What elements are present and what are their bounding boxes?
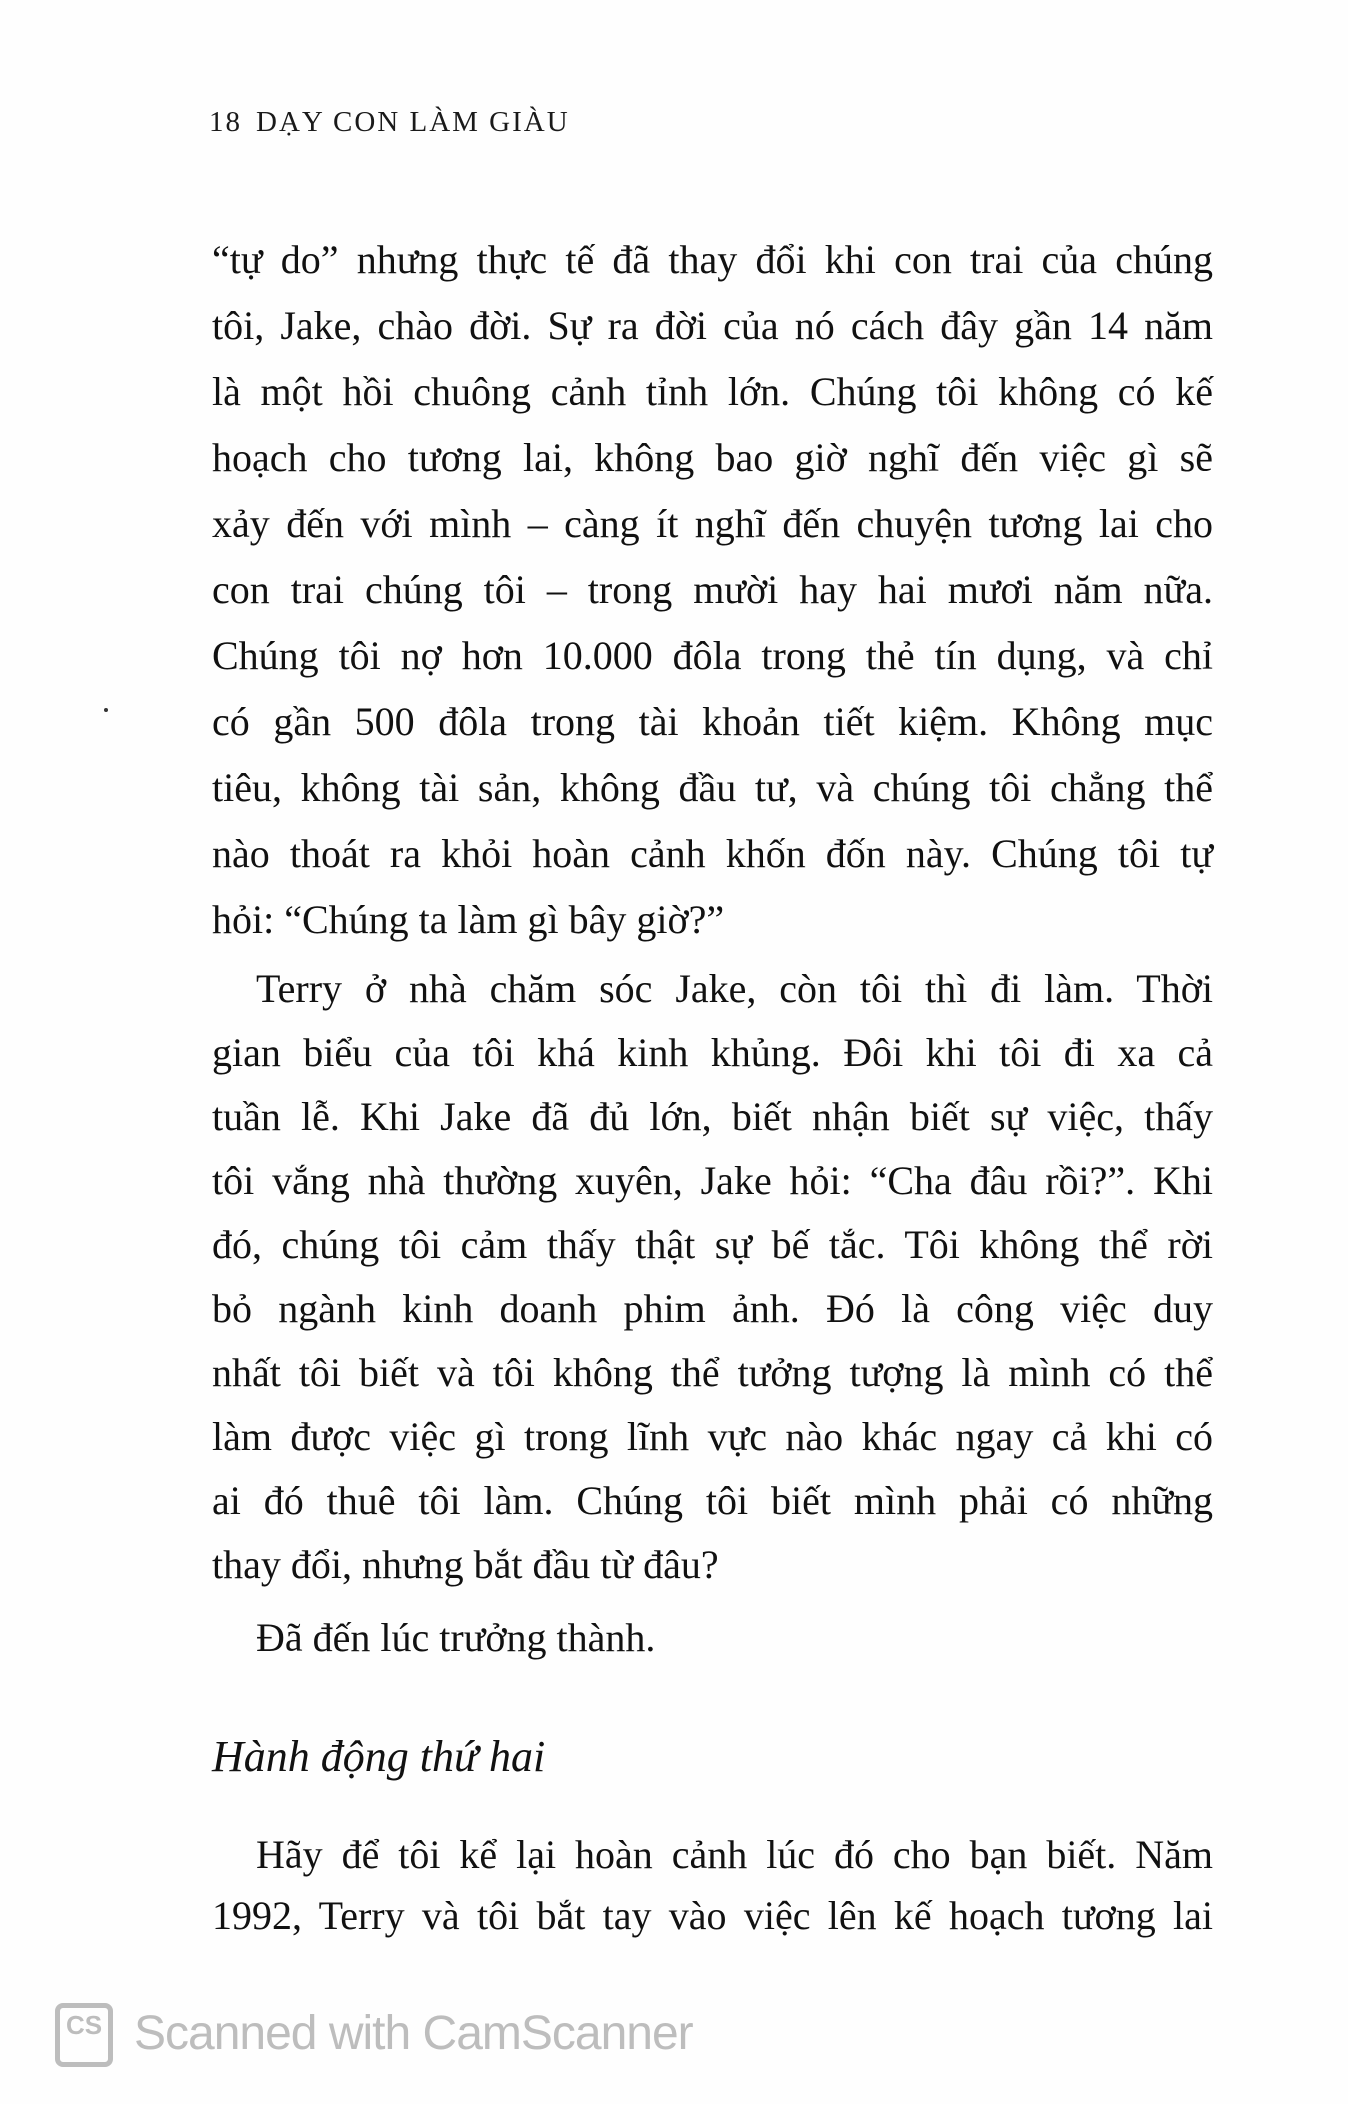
text-line: tôi, Jake, chào đời. Sự ra đời của nó cách đây gần 14 năm bbox=[212, 303, 1213, 348]
camscanner-logo-icon: CS bbox=[55, 2003, 113, 2067]
text-line: Đã đến lúc trưởng thành. bbox=[256, 1615, 656, 1660]
running-header bbox=[209, 106, 570, 139]
text-line: hỏi: “Chúng ta làm gì bây giờ?” bbox=[212, 897, 725, 942]
scan-speck bbox=[104, 708, 108, 712]
text-line: làm được việc gì trong lĩnh vực nào khác ngay cả khi có bbox=[212, 1414, 1213, 1459]
book-title: DẠY CON LÀM GIÀU bbox=[256, 106, 570, 138]
text-line: nào thoát ra khỏi hoàn cảnh khốn đốn này. Chúng tôi tự bbox=[212, 831, 1213, 876]
text-line: Terry ở nhà chăm sóc Jake, còn tôi thì đi làm. Thời bbox=[256, 966, 1213, 1011]
page-number: 18 bbox=[209, 106, 242, 138]
text-line: thay đổi, nhưng bắt đầu từ đâu? bbox=[212, 1542, 719, 1587]
text-line: tôi vắng nhà thường xuyên, Jake hỏi: “Cha đâu rồi?”. Khi bbox=[212, 1158, 1213, 1203]
text-line: nhất tôi biết và tôi không thể tưởng tượng là mình có thể bbox=[212, 1350, 1213, 1395]
text-line: là một hồi chuông cảnh tỉnh lớn. Chúng tôi không có kế bbox=[212, 369, 1213, 414]
text-line: con trai chúng tôi – trong mười hay hai mươi năm nữa. bbox=[212, 567, 1213, 612]
text-line: có gần 500 đôla trong tài khoản tiết kiệm. Không mục bbox=[212, 699, 1213, 744]
text-line: gian biểu của tôi khá kinh khủng. Đôi khi tôi đi xa cả bbox=[212, 1030, 1213, 1075]
text-line: Hãy để tôi kể lại hoàn cảnh lúc đó cho bạn biết. Năm bbox=[256, 1832, 1213, 1877]
text-line: hoạch cho tương lai, không bao giờ nghĩ đến việc gì sẽ bbox=[212, 435, 1213, 480]
text-line: tiêu, không tài sản, không đầu tư, và chúng tôi chẳng thể bbox=[212, 765, 1213, 810]
text-line: ai đó thuê tôi làm. Chúng tôi biết mình phải có những bbox=[212, 1478, 1213, 1523]
section-heading: Hành động thứ hai bbox=[212, 1732, 546, 1781]
text-line: Chúng tôi nợ hơn 10.000 đôla trong thẻ tín dụng, và chỉ bbox=[212, 633, 1213, 678]
text-line: 1992, Terry và tôi bắt tay vào việc lên kế hoạch tương lai bbox=[212, 1893, 1213, 1938]
watermark-text: Scanned with CamScanner bbox=[134, 2007, 693, 2060]
text-line: xảy đến với mình – càng ít nghĩ đến chuyện tương lai cho bbox=[212, 501, 1213, 546]
text-line: bỏ ngành kinh doanh phim ảnh. Đó là công việc duy bbox=[212, 1286, 1213, 1331]
text-line: “tự do” nhưng thực tế đã thay đổi khi con trai của chúng bbox=[212, 237, 1213, 282]
text-line: tuần lễ. Khi Jake đã đủ lớn, biết nhận biết sự việc, thấy bbox=[212, 1094, 1213, 1139]
text-line: đó, chúng tôi cảm thấy thật sự bế tắc. Tôi không thể rời bbox=[212, 1222, 1213, 1267]
